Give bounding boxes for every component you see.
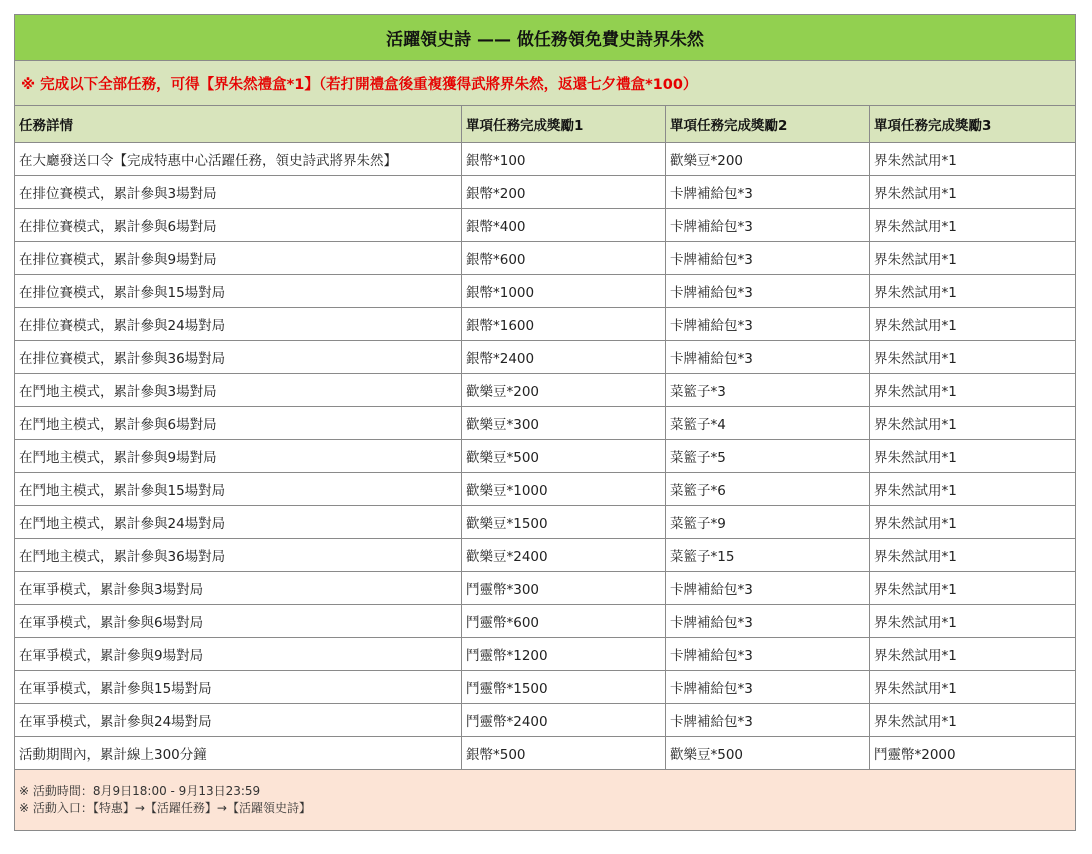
reward-3-cell: 界朱然試用*1: [870, 242, 1076, 275]
page-title: 活躍領史詩 —— 做任務領免費史詩界朱然: [15, 15, 1076, 61]
reward-3-cell: 界朱然試用*1: [870, 209, 1076, 242]
task-detail-cell: 在大廳發送口令【完成特惠中心活躍任務，領史詩武將界朱然】: [15, 143, 462, 176]
reward-1-cell: 歡樂豆*200: [462, 374, 666, 407]
column-header-reward-1: 單項任務完成獎勵1: [462, 106, 666, 143]
reward-1-cell: 歡樂豆*1500: [462, 506, 666, 539]
reward-3-cell: 界朱然試用*1: [870, 704, 1076, 737]
reward-2-cell: 卡牌補給包*3: [666, 704, 870, 737]
reward-1-cell: 銀幣*200: [462, 176, 666, 209]
table-row: [15, 209, 1076, 242]
event-time-text: ※ 活動時間：8月9日18:00 - 9月13日23:59: [19, 784, 261, 798]
reward-1-cell: 銀幣*1600: [462, 308, 666, 341]
reward-1-cell: 銀幣*100: [462, 143, 666, 176]
reward-notice: ※ 完成以下全部任務，可得【界朱然禮盒*1】（若打開禮盒後重複獲得武將界朱然，返還七夕禮盒*100）: [15, 61, 1076, 106]
table-row: [15, 605, 1076, 638]
task-detail-cell: 在軍爭模式，累計參與3場對局: [15, 572, 462, 605]
table-row: [15, 440, 1076, 473]
reward-2-cell: 歡樂豆*200: [666, 143, 870, 176]
table-row: [15, 308, 1076, 341]
table-row: [15, 275, 1076, 308]
reward-2-cell: 菜籃子*3: [666, 374, 870, 407]
table-row: [15, 506, 1076, 539]
reward-2-cell: 菜籃子*15: [666, 539, 870, 572]
task-detail-cell: 在軍爭模式，累計參與15場對局: [15, 671, 462, 704]
reward-1-cell: 銀幣*2400: [462, 341, 666, 374]
task-detail-cell: 在排位賽模式，累計參與15場對局: [15, 275, 462, 308]
reward-1-cell: 鬥靈幣*1200: [462, 638, 666, 671]
task-detail-cell: 在軍爭模式，累計參與6場對局: [15, 605, 462, 638]
reward-3-cell: 界朱然試用*1: [870, 374, 1076, 407]
table-row: [15, 539, 1076, 572]
table-row: [15, 572, 1076, 605]
task-detail-cell: 在鬥地主模式，累計參與24場對局: [15, 506, 462, 539]
reward-1-cell: 鬥靈幣*300: [462, 572, 666, 605]
table-row: [15, 374, 1076, 407]
reward-1-cell: 鬥靈幣*2400: [462, 704, 666, 737]
reward-1-cell: 歡樂豆*2400: [462, 539, 666, 572]
reward-3-cell: 界朱然試用*1: [870, 308, 1076, 341]
notice-row: [15, 61, 1076, 106]
reward-2-cell: 菜籃子*6: [666, 473, 870, 506]
table-row: [15, 176, 1076, 209]
task-detail-cell: 在排位賽模式，累計參與9場對局: [15, 242, 462, 275]
reward-1-cell: 銀幣*400: [462, 209, 666, 242]
task-reward-table: [14, 14, 1076, 831]
footer-info: [15, 770, 1076, 831]
footer-row: [15, 770, 1076, 831]
task-detail-cell: 在排位賽模式，累計參與24場對局: [15, 308, 462, 341]
reward-3-cell: 界朱然試用*1: [870, 143, 1076, 176]
event-task-sheet: [14, 14, 1075, 831]
reward-2-cell: 卡牌補給包*3: [666, 341, 870, 374]
reward-1-cell: 銀幣*1000: [462, 275, 666, 308]
reward-3-cell: 界朱然試用*1: [870, 605, 1076, 638]
column-header-task: 任務詳情: [15, 106, 462, 143]
task-detail-cell: 在排位賽模式，累計參與6場對局: [15, 209, 462, 242]
table-row: [15, 407, 1076, 440]
reward-2-cell: 卡牌補給包*3: [666, 638, 870, 671]
task-detail-cell: 在排位賽模式，累計參與36場對局: [15, 341, 462, 374]
reward-3-cell: 界朱然試用*1: [870, 473, 1076, 506]
reward-3-cell: 界朱然試用*1: [870, 506, 1076, 539]
reward-1-cell: 銀幣*500: [462, 737, 666, 770]
title-row: [15, 15, 1076, 61]
reward-2-cell: 卡牌補給包*3: [666, 308, 870, 341]
reward-2-cell: 菜籃子*5: [666, 440, 870, 473]
reward-2-cell: 卡牌補給包*3: [666, 572, 870, 605]
table-row: [15, 671, 1076, 704]
task-detail-cell: 在鬥地主模式，累計參與9場對局: [15, 440, 462, 473]
header-row: [15, 106, 1076, 143]
table-row: [15, 737, 1076, 770]
reward-3-cell: 界朱然試用*1: [870, 341, 1076, 374]
reward-2-cell: 卡牌補給包*3: [666, 209, 870, 242]
task-detail-cell: 在鬥地主模式，累計參與36場對局: [15, 539, 462, 572]
reward-3-cell: 界朱然試用*1: [870, 176, 1076, 209]
reward-3-cell: 界朱然試用*1: [870, 440, 1076, 473]
table-row: [15, 242, 1076, 275]
task-detail-cell: 在鬥地主模式，累計參與3場對局: [15, 374, 462, 407]
event-entry-text: ※ 活動入口：【特惠】→【活躍任務】→【活躍領史詩】: [19, 801, 311, 815]
task-detail-cell: 活動期間內，累計線上300分鐘: [15, 737, 462, 770]
reward-3-cell: 界朱然試用*1: [870, 407, 1076, 440]
reward-2-cell: 菜籃子*4: [666, 407, 870, 440]
reward-3-cell: 界朱然試用*1: [870, 671, 1076, 704]
reward-3-cell: 界朱然試用*1: [870, 275, 1076, 308]
task-detail-cell: 在排位賽模式，累計參與3場對局: [15, 176, 462, 209]
reward-1-cell: 歡樂豆*300: [462, 407, 666, 440]
reward-2-cell: 歡樂豆*500: [666, 737, 870, 770]
column-header-reward-2: 單項任務完成獎勵2: [666, 106, 870, 143]
reward-2-cell: 卡牌補給包*3: [666, 242, 870, 275]
reward-3-cell: 界朱然試用*1: [870, 638, 1076, 671]
task-detail-cell: 在軍爭模式，累計參與9場對局: [15, 638, 462, 671]
reward-2-cell: 卡牌補給包*3: [666, 275, 870, 308]
reward-1-cell: 歡樂豆*500: [462, 440, 666, 473]
table-row: [15, 638, 1076, 671]
reward-1-cell: 鬥靈幣*600: [462, 605, 666, 638]
table-row: [15, 143, 1076, 176]
task-detail-cell: 在鬥地主模式，累計參與6場對局: [15, 407, 462, 440]
table-row: [15, 704, 1076, 737]
task-detail-cell: 在軍爭模式，累計參與24場對局: [15, 704, 462, 737]
reward-3-cell: 鬥靈幣*2000: [870, 737, 1076, 770]
table-row: [15, 473, 1076, 506]
reward-1-cell: 歡樂豆*1000: [462, 473, 666, 506]
reward-3-cell: 界朱然試用*1: [870, 572, 1076, 605]
reward-1-cell: 銀幣*600: [462, 242, 666, 275]
table-row: [15, 341, 1076, 374]
reward-2-cell: 菜籃子*9: [666, 506, 870, 539]
reward-2-cell: 卡牌補給包*3: [666, 176, 870, 209]
column-header-reward-3: 單項任務完成獎勵3: [870, 106, 1076, 143]
reward-3-cell: 界朱然試用*1: [870, 539, 1076, 572]
task-detail-cell: 在鬥地主模式，累計參與15場對局: [15, 473, 462, 506]
reward-1-cell: 鬥靈幣*1500: [462, 671, 666, 704]
reward-2-cell: 卡牌補給包*3: [666, 671, 870, 704]
reward-2-cell: 卡牌補給包*3: [666, 605, 870, 638]
